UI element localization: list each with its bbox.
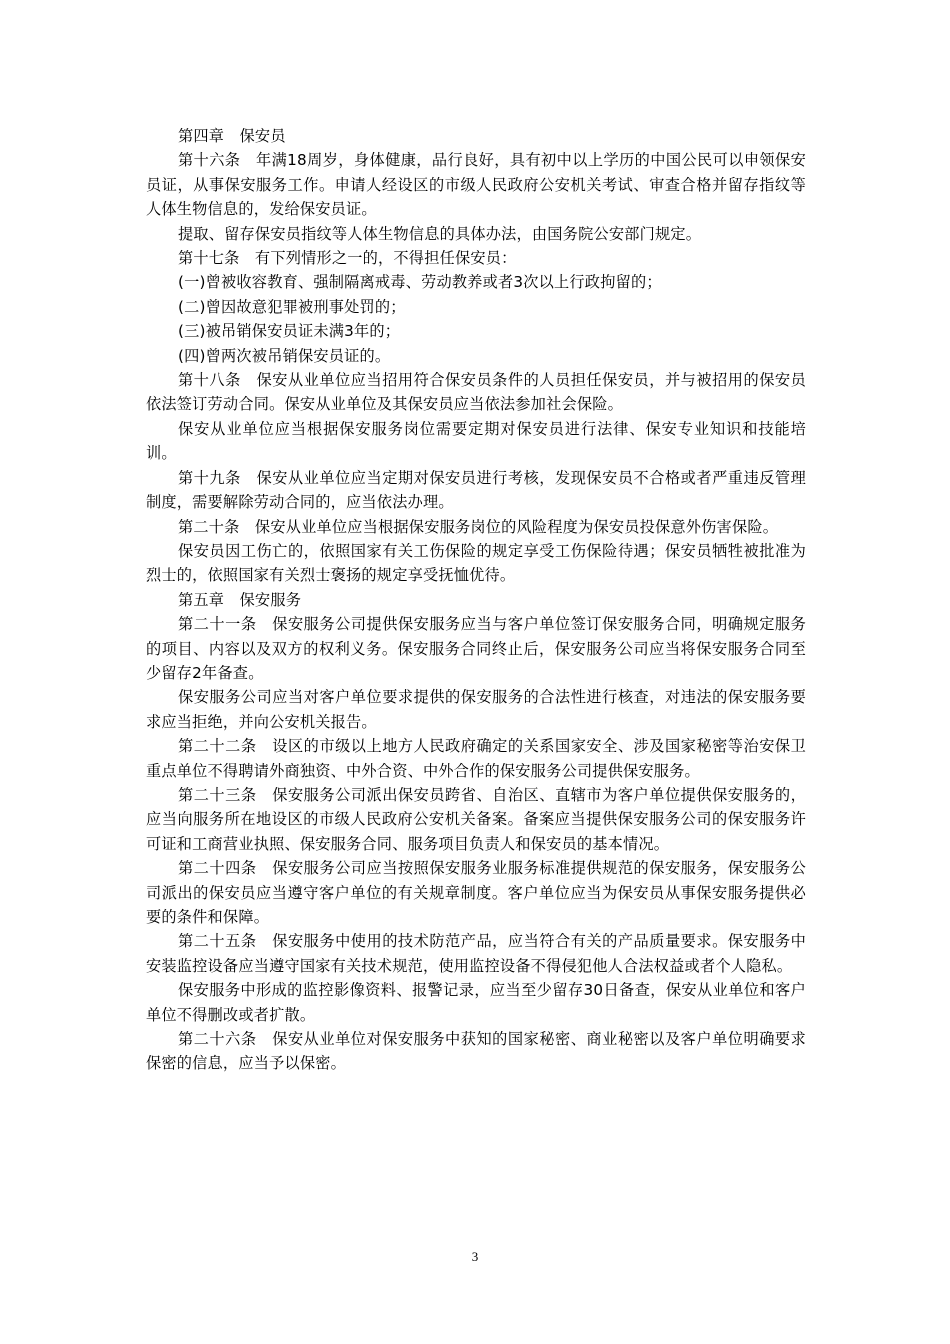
article-21: 第二十一条 保安服务公司提供保安服务应当与客户单位签订保安服务合同，明确规定服务的项目、内容以及双方的权利义务。保安服务合同终止后，保安服务公司应当将保安服务合同至少留存2年备查。 [146,615,806,682]
article-21-paragraph-2: 保安服务公司应当对客户单位要求提供的保安服务的合法性进行核查，对违法的保安服务要求应当拒绝，并向公安机关报告。 [146,688,806,731]
article-17-item-1: (一)曾被收容教育、强制隔离戒毒、劳动教养或者3次以上行政拘留的； [178,273,662,292]
article-20-paragraph-2: 保安员因工伤亡的，依照国家有关工伤保险的规定享受工伤保险待遇；保安员牺牲被批准为烈士的，依照国家有关烈士褒扬的规定享受抚恤优待。 [146,541,806,585]
article-22: 第二十二条 设区的市级以上地方人民政府确定的关系国家安全、涉及国家秘密等治安保卫重点单位不得聘请外商独资、中外合资、中外合作的保安服务公司提供保安服务。 [146,737,806,780]
article-16-paragraph-2: 提取、留存保安员指纹等人体生物信息的具体办法，由国务院公安部门规定。 [178,224,702,243]
article-23: 第二十三条 保安服务公司派出保安员跨省、自治区、直辖市为客户单位提供保安服务的，应当向服务所在地设区的市级人民政府公安机关备案。备案应当提供保安服务公司的保安服务许可证和工商营业执照、保安服务合同、服务项目负责人和保安员的基本情况。 [146,785,806,853]
article-20: 第二十条 保安从业单位应当根据保安服务岗位的风险程度为保安员投保意外伤害保险。 [178,517,779,536]
chapter-heading-5: 第五章 保安服务 [178,590,302,609]
page-number: 3 [471,1249,479,1264]
article-18: 第十八条 保安从业单位应当招用符合保安员条件的人员担任保安员，并与被招用的保安员依法签订劳动合同。保安从业单位及其保安员应当依法参加社会保险。 [146,371,806,414]
article-24: 第二十四条 保安服务公司应当按照保安服务业服务标准提供规范的保安服务，保安服务公司派出的保安员应当遵守客户单位的有关规章制度。客户单位应当为保安员从事保安服务提供必要的条件和保障。 [146,859,806,926]
article-18-paragraph-2: 保安从业单位应当根据保安服务岗位需要定期对保安员进行法律、保安专业知识和技能培训。 [146,419,806,463]
article-25-paragraph-2: 保安服务中形成的监控影像资料、报警记录，应当至少留存30日备查，保安从业单位和客户单位不得删改或者扩散。 [146,981,806,1024]
article-17-item-2: (二)曾因故意犯罪被刑事处罚的； [178,297,406,316]
chapter-heading-4: 第四章 保安员 [178,127,286,145]
article-16: 第十六条 年满18周岁，身体健康，品行良好，具有初中以上学历的中国公民可以申领保安员证，从事保安服务工作。申请人经设区的市级人民政府公安机关考试、审查合格并留存指纹等人体生物信息的，发给保安员证。 [146,151,806,219]
article-17-item-3: (三)被吊销保安员证未满3年的； [178,322,401,341]
article-17: 第十七条 有下列情形之一的，不得担任保安员： [178,249,517,268]
article-25: 第二十五条 保安服务中使用的技术防范产品，应当符合有关的产品质量要求。保安服务中安装监控设备应当遵守国家有关技术规范，使用监控设备不得侵犯他人合法权益或者个人隐私。 [146,932,806,975]
article-26: 第二十六条 保安从业单位对保安服务中获知的国家秘密、商业秘密以及客户单位明确要求保密的信息，应当予以保密。 [146,1030,806,1073]
article-17-item-4: (四)曾两次被吊销保安员证的。 [178,346,391,365]
document-body [146,124,806,1076]
article-19: 第十九条 保安从业单位应当定期对保安员进行考核，发现保安员不合格或者严重违反管理制度，需要解除劳动合同的，应当依法办理。 [146,468,806,512]
